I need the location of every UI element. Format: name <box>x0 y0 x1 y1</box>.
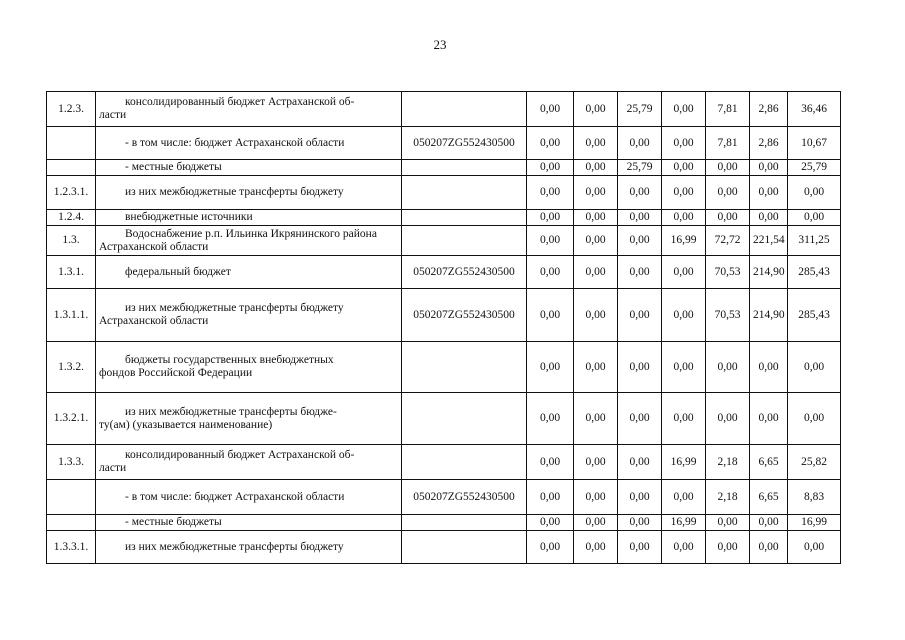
row-value-cell: 0,00 <box>618 342 662 393</box>
row-value-cell: 0,00 <box>618 176 662 210</box>
row-value-cell: 0,00 <box>706 160 750 176</box>
row-value-cell: 7,81 <box>706 127 750 160</box>
row-name-line: - местные бюджеты <box>125 516 222 528</box>
row-value-cell: 70,53 <box>706 256 750 289</box>
row-code-cell <box>402 176 527 210</box>
row-number-cell: 1.3.2. <box>47 342 96 393</box>
row-value-cell: 0,00 <box>706 531 750 564</box>
row-value-cell: 0,00 <box>618 515 662 531</box>
row-value-cell: 0,00 <box>574 393 618 445</box>
row-name-line: из них межбюджетные трансферты бюджету <box>125 302 344 314</box>
row-value-cell: 2,18 <box>706 445 750 480</box>
row-name-line: бюджеты государственных внебюджетных <box>125 354 334 366</box>
row-value-cell: 0,00 <box>662 393 706 445</box>
row-name-line: внебюджетные источники <box>125 211 253 223</box>
row-value-cell: 0,00 <box>574 445 618 480</box>
row-value-cell: 25,79 <box>618 160 662 176</box>
row-code-cell <box>402 531 527 564</box>
table-row <box>47 445 841 480</box>
row-name-line: Астраханской области <box>99 315 209 327</box>
row-name-line: ласти <box>99 109 127 121</box>
row-code-cell <box>402 160 527 176</box>
row-value-cell: 0,00 <box>750 176 788 210</box>
row-name-line: ласти <box>99 462 127 474</box>
row-value-cell: 0,00 <box>662 480 706 515</box>
row-value-cell: 0,00 <box>574 226 618 256</box>
row-value-cell: 0,00 <box>662 160 706 176</box>
row-value-cell: 0,00 <box>574 210 618 226</box>
row-value-cell: 0,00 <box>527 160 574 176</box>
row-number-cell: 1.2.3.1. <box>47 176 96 210</box>
row-name-cell <box>96 210 402 226</box>
row-value-cell: 221,54 <box>750 226 788 256</box>
row-number-cell: 1.3.1.1. <box>47 289 96 342</box>
row-value-cell: 16,99 <box>662 445 706 480</box>
row-name-cell <box>96 160 402 176</box>
row-value-cell: 0,00 <box>527 226 574 256</box>
row-name-cell <box>96 92 402 127</box>
table-row <box>47 176 841 210</box>
row-value-cell: 0,00 <box>574 92 618 127</box>
row-value-cell: 0,00 <box>750 342 788 393</box>
row-value-cell: 0,00 <box>527 445 574 480</box>
row-value-cell: 0,00 <box>750 515 788 531</box>
row-number-cell <box>47 515 96 531</box>
row-value-cell: 0,00 <box>618 226 662 256</box>
row-value-cell: 0,00 <box>706 210 750 226</box>
row-value-cell: 25,82 <box>788 445 841 480</box>
row-code-cell <box>402 226 527 256</box>
row-value-cell: 25,79 <box>788 160 841 176</box>
row-value-cell: 2,86 <box>750 127 788 160</box>
row-value-cell: 2,86 <box>750 92 788 127</box>
row-name-cell <box>96 480 402 515</box>
row-value-cell: 0,00 <box>618 531 662 564</box>
row-code-cell: 050207ZG552430500 <box>402 256 527 289</box>
row-name-line: Астраханской области <box>99 240 209 253</box>
row-value-cell: 0,00 <box>527 342 574 393</box>
row-name-line: - в том числе: бюджет Астраханской области <box>125 136 345 149</box>
row-number-cell: 1.3. <box>47 226 96 256</box>
row-value-cell: 6,65 <box>750 445 788 480</box>
row-code-cell <box>402 210 527 226</box>
row-name-line: из них межбюджетные трансферты бюджету <box>125 186 344 198</box>
row-value-cell: 0,00 <box>574 289 618 342</box>
row-value-cell: 0,00 <box>788 393 841 445</box>
row-number-cell: 1.3.2.1. <box>47 393 96 445</box>
row-value-cell: 25,79 <box>618 92 662 127</box>
row-value-cell: 0,00 <box>750 393 788 445</box>
row-number-cell <box>47 160 96 176</box>
row-value-cell: 0,00 <box>618 289 662 342</box>
row-value-cell: 0,00 <box>527 256 574 289</box>
row-value-cell: 0,00 <box>527 531 574 564</box>
row-number-cell: 1.3.3.1. <box>47 531 96 564</box>
table-row <box>47 226 841 256</box>
row-code-cell <box>402 445 527 480</box>
row-value-cell: 0,00 <box>706 515 750 531</box>
row-value-cell: 0,00 <box>706 342 750 393</box>
row-number-cell: 1.2.3. <box>47 92 96 127</box>
row-value-cell: 0,00 <box>662 127 706 160</box>
row-value-cell: 0,00 <box>750 531 788 564</box>
row-value-cell: 0,00 <box>574 127 618 160</box>
row-value-cell: 0,00 <box>662 256 706 289</box>
row-name-line: - в том числе: бюджет Астраханской области <box>125 490 345 503</box>
row-value-cell: 0,00 <box>662 92 706 127</box>
row-value-cell: 0,00 <box>527 480 574 515</box>
table-row <box>47 531 841 564</box>
row-name-line: из них межбюджетные трансферты бюджету <box>125 540 344 553</box>
row-name-line: консолидированный бюджет Астраханской об- <box>125 449 355 461</box>
row-name-line: Водоснабжение р.п. Ильинка Икрянинского района <box>125 227 377 240</box>
table-row <box>47 393 841 445</box>
row-number-cell: 1.2.4. <box>47 210 96 226</box>
table-row <box>47 480 841 515</box>
row-value-cell: 0,00 <box>750 160 788 176</box>
row-number-cell <box>47 127 96 160</box>
row-name-cell <box>96 445 402 480</box>
row-code-cell: 050207ZG552430500 <box>402 480 527 515</box>
row-value-cell: 16,99 <box>788 515 841 531</box>
row-value-cell: 2,18 <box>706 480 750 515</box>
row-value-cell: 0,00 <box>662 210 706 226</box>
row-value-cell: 0,00 <box>662 176 706 210</box>
row-value-cell: 0,00 <box>618 480 662 515</box>
row-value-cell: 0,00 <box>574 342 618 393</box>
row-value-cell: 0,00 <box>574 176 618 210</box>
row-value-cell: 0,00 <box>750 210 788 226</box>
row-value-cell: 72,72 <box>706 226 750 256</box>
row-value-cell: 0,00 <box>662 531 706 564</box>
page-number: 23 <box>433 37 447 52</box>
table-row <box>47 127 841 160</box>
row-value-cell: 0,00 <box>574 160 618 176</box>
row-value-cell: 0,00 <box>574 480 618 515</box>
row-value-cell: 0,00 <box>618 256 662 289</box>
row-value-cell: 10,67 <box>788 127 841 160</box>
row-value-cell: 16,99 <box>662 515 706 531</box>
row-code-cell: 050207ZG552430500 <box>402 127 527 160</box>
row-value-cell: 0,00 <box>618 210 662 226</box>
budget-table <box>46 91 841 564</box>
row-value-cell: 0,00 <box>527 127 574 160</box>
row-value-cell: 0,00 <box>574 531 618 564</box>
row-value-cell: 0,00 <box>618 127 662 160</box>
table-row <box>47 256 841 289</box>
row-code-cell: 050207ZG552430500 <box>402 289 527 342</box>
row-value-cell: 0,00 <box>527 289 574 342</box>
row-number-cell <box>47 480 96 515</box>
row-value-cell: 0,00 <box>574 256 618 289</box>
row-value-cell: 0,00 <box>527 393 574 445</box>
row-value-cell: 7,81 <box>706 92 750 127</box>
row-name-cell <box>96 256 402 289</box>
row-name-line: - местные бюджеты <box>125 161 222 173</box>
row-value-cell: 6,65 <box>750 480 788 515</box>
row-name-line: федеральный бюджет <box>125 265 231 278</box>
row-number-cell: 1.3.3. <box>47 445 96 480</box>
row-value-cell: 0,00 <box>706 393 750 445</box>
row-value-cell: 0,00 <box>662 289 706 342</box>
row-value-cell: 0,00 <box>788 531 841 564</box>
row-name-cell <box>96 289 402 342</box>
row-value-cell: 285,43 <box>788 256 841 289</box>
row-name-cell <box>96 393 402 445</box>
table-row <box>47 92 841 127</box>
row-value-cell: 311,25 <box>788 226 841 256</box>
row-name-cell <box>96 342 402 393</box>
row-value-cell: 0,00 <box>618 445 662 480</box>
row-value-cell: 0,00 <box>788 342 841 393</box>
row-name-line: из них межбюджетные трансферты бюдже- <box>125 405 337 418</box>
table-row <box>47 515 841 531</box>
row-value-cell: 285,43 <box>788 289 841 342</box>
row-name-line: консолидированный бюджет Астраханской об- <box>125 96 355 108</box>
row-number-cell: 1.3.1. <box>47 256 96 289</box>
row-value-cell: 0,00 <box>618 393 662 445</box>
row-value-cell: 0,00 <box>527 515 574 531</box>
table-row <box>47 289 841 342</box>
row-name-cell <box>96 531 402 564</box>
table-row <box>47 210 841 226</box>
row-name-line: ту(ам) (указывается наименование) <box>99 418 273 431</box>
row-value-cell: 214,90 <box>750 289 788 342</box>
row-code-cell <box>402 515 527 531</box>
table-row <box>47 160 841 176</box>
table-row <box>47 342 841 393</box>
row-value-cell: 8,83 <box>788 480 841 515</box>
row-code-cell <box>402 342 527 393</box>
row-value-cell: 0,00 <box>662 342 706 393</box>
row-value-cell: 0,00 <box>788 210 841 226</box>
row-value-cell: 214,90 <box>750 256 788 289</box>
row-name-cell <box>96 515 402 531</box>
row-value-cell: 16,99 <box>662 226 706 256</box>
row-code-cell <box>402 92 527 127</box>
row-name-cell <box>96 226 402 256</box>
row-value-cell: 36,46 <box>788 92 841 127</box>
row-value-cell: 0,00 <box>527 176 574 210</box>
row-code-cell <box>402 393 527 445</box>
row-name-cell <box>96 127 402 160</box>
row-value-cell: 0,00 <box>706 176 750 210</box>
row-value-cell: 0,00 <box>574 515 618 531</box>
row-name-line: фондов Российской Федерации <box>99 367 253 379</box>
row-value-cell: 0,00 <box>527 92 574 127</box>
row-value-cell: 0,00 <box>527 210 574 226</box>
row-value-cell: 0,00 <box>788 176 841 210</box>
row-name-cell <box>96 176 402 210</box>
row-value-cell: 70,53 <box>706 289 750 342</box>
